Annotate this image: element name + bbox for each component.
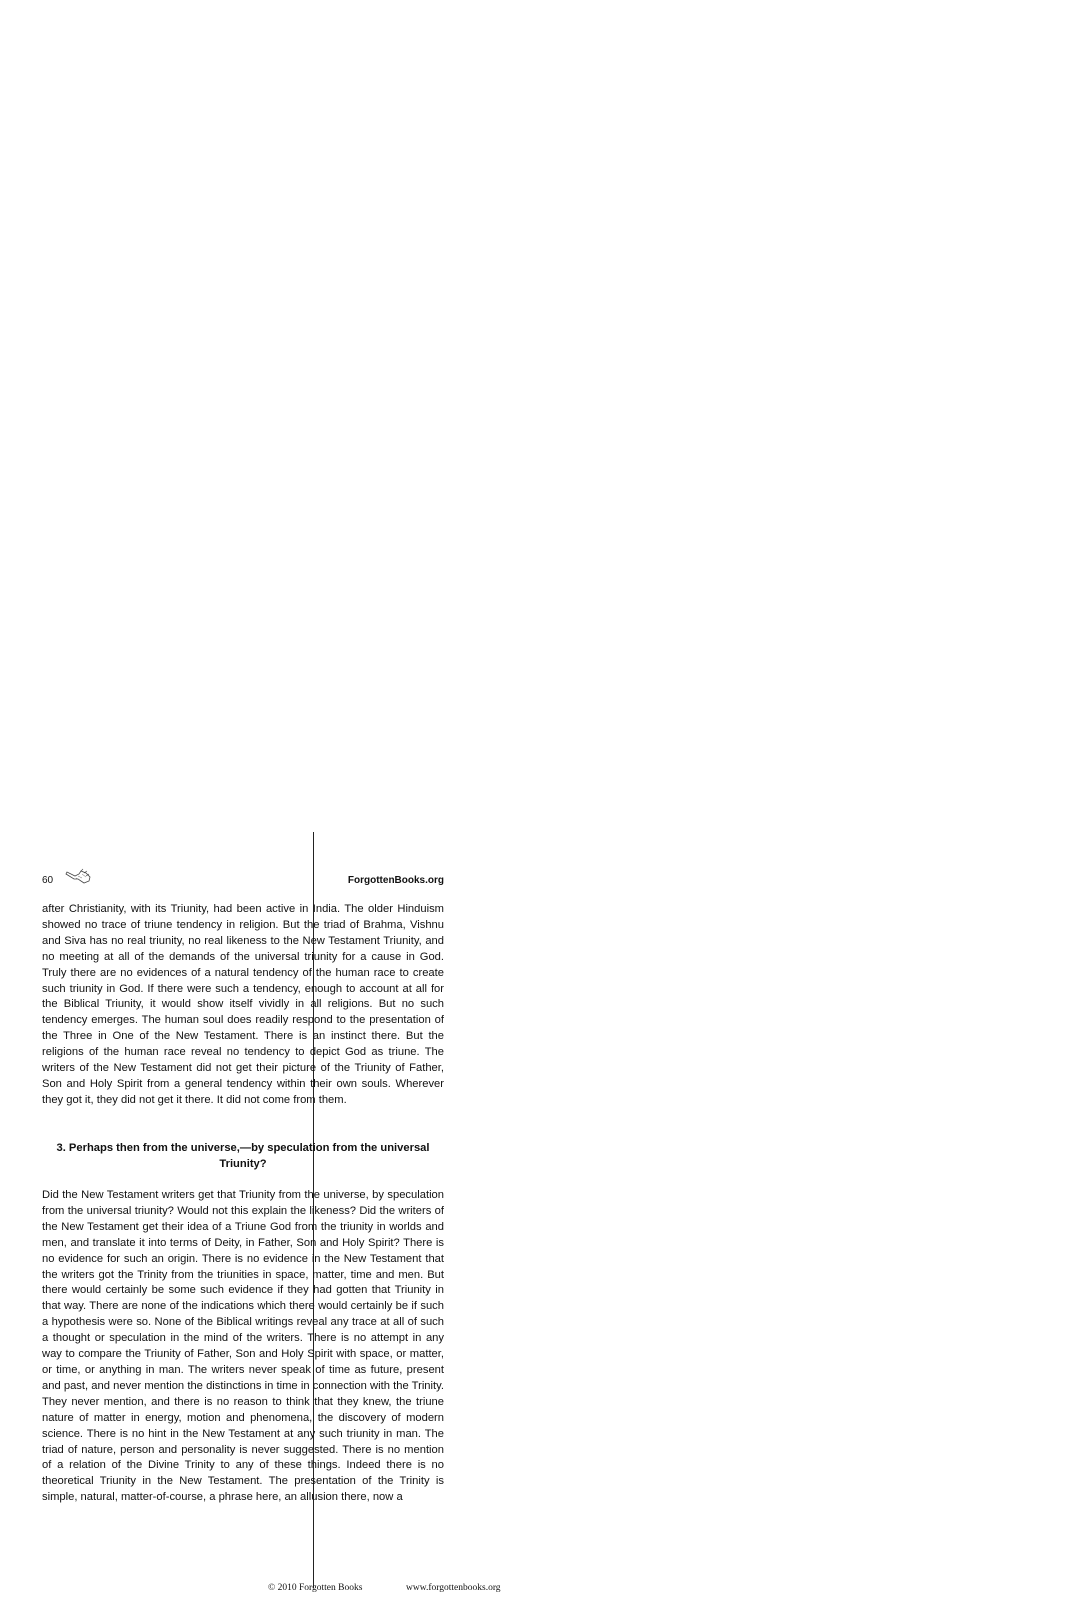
footer-url: www.forgottenbooks.org xyxy=(406,1583,501,1593)
paragraph-1: after Christianity, with its Triunity, had been active in India. The older Hinduism showed no trace of triune tendency in religion. But the triad of Brahma, Vishnu and Siva has no real triunity, no real likeness to the New Testament Triunity, and no meeting at all of the demands of the universal triunity for a cause in God. Truly there are no evidences of a natural tendency of the human race to create such triunity in God. If there were such a tendency, enough to account at all for the Biblical Triunity, it would show itself vividly in all religions. But no such tendency emerges. The human soul does readily respond to the presentation of the Three in One of the New Testament. There is an instinct there. But the religions of the human race reveal no tendency to depict God as triune. The writers of the New Testament did not get their picture of the Triunity of Father, Son and Holy Spirit from a general tendency within their own souls. Wherever they got it, they did not get it there. It did not come from them. xyxy=(42,903,444,1106)
footer-copyright: © 2010 Forgotten Books xyxy=(268,1583,363,1593)
paragraph-2: Did the New Testament writers get that Triunity from the universe, by speculation from the universal triunity? Would not this explain the likeness? Did the writers of the New Testament get their idea of a Triune God from the triunity in worlds and men, and translate it into terms of Deity, in Father, Son and Holy Spirit? There is no evidence for such an origin. There is no evidence in the New Testament that the writers got the Trinity from the triunities in space, matter, time and men. But there would certainly be some such evidence if they had gotten that Triunity in that way. There are none of the indications which there would certainly be if such a hypothesis were so. None of the Biblical writings reveal any trace at all of such a thought or speculation in the mind of the writers. There is no attempt in any way to compare the Triunity of Father, Son and Holy Spirit with space, or matter, or time, or anything in man. The writers never speak of time as future, present and past, and never mention the distinctions in time in connection with the Trinity. They never mention, and there is no reason to think that they knew, the triune nature of matter in energy, motion and phenomena, the discovery of modern science. There is no hint in the New Testament at any such triunity in man. The triad of nature, person and personality is never suggested. There is no mention of a relation of the Divine Trinity to any of these things. Indeed there is no theoretical Triunity in the New Testament. The presentation of the Trinity is simple, natural, matter-of-course, a phrase here, an allusion there, now a xyxy=(42,1189,444,1504)
section-heading: 3. Perhaps then from the universe,—by speculation from the universal Triunity? xyxy=(56,1142,430,1170)
page-header xyxy=(42,872,444,890)
site-name: ForgottenBooks.org xyxy=(347,875,444,886)
page-number: 60 xyxy=(42,875,54,886)
page-footer xyxy=(268,1583,518,1597)
pointing-hand-icon xyxy=(64,868,92,889)
